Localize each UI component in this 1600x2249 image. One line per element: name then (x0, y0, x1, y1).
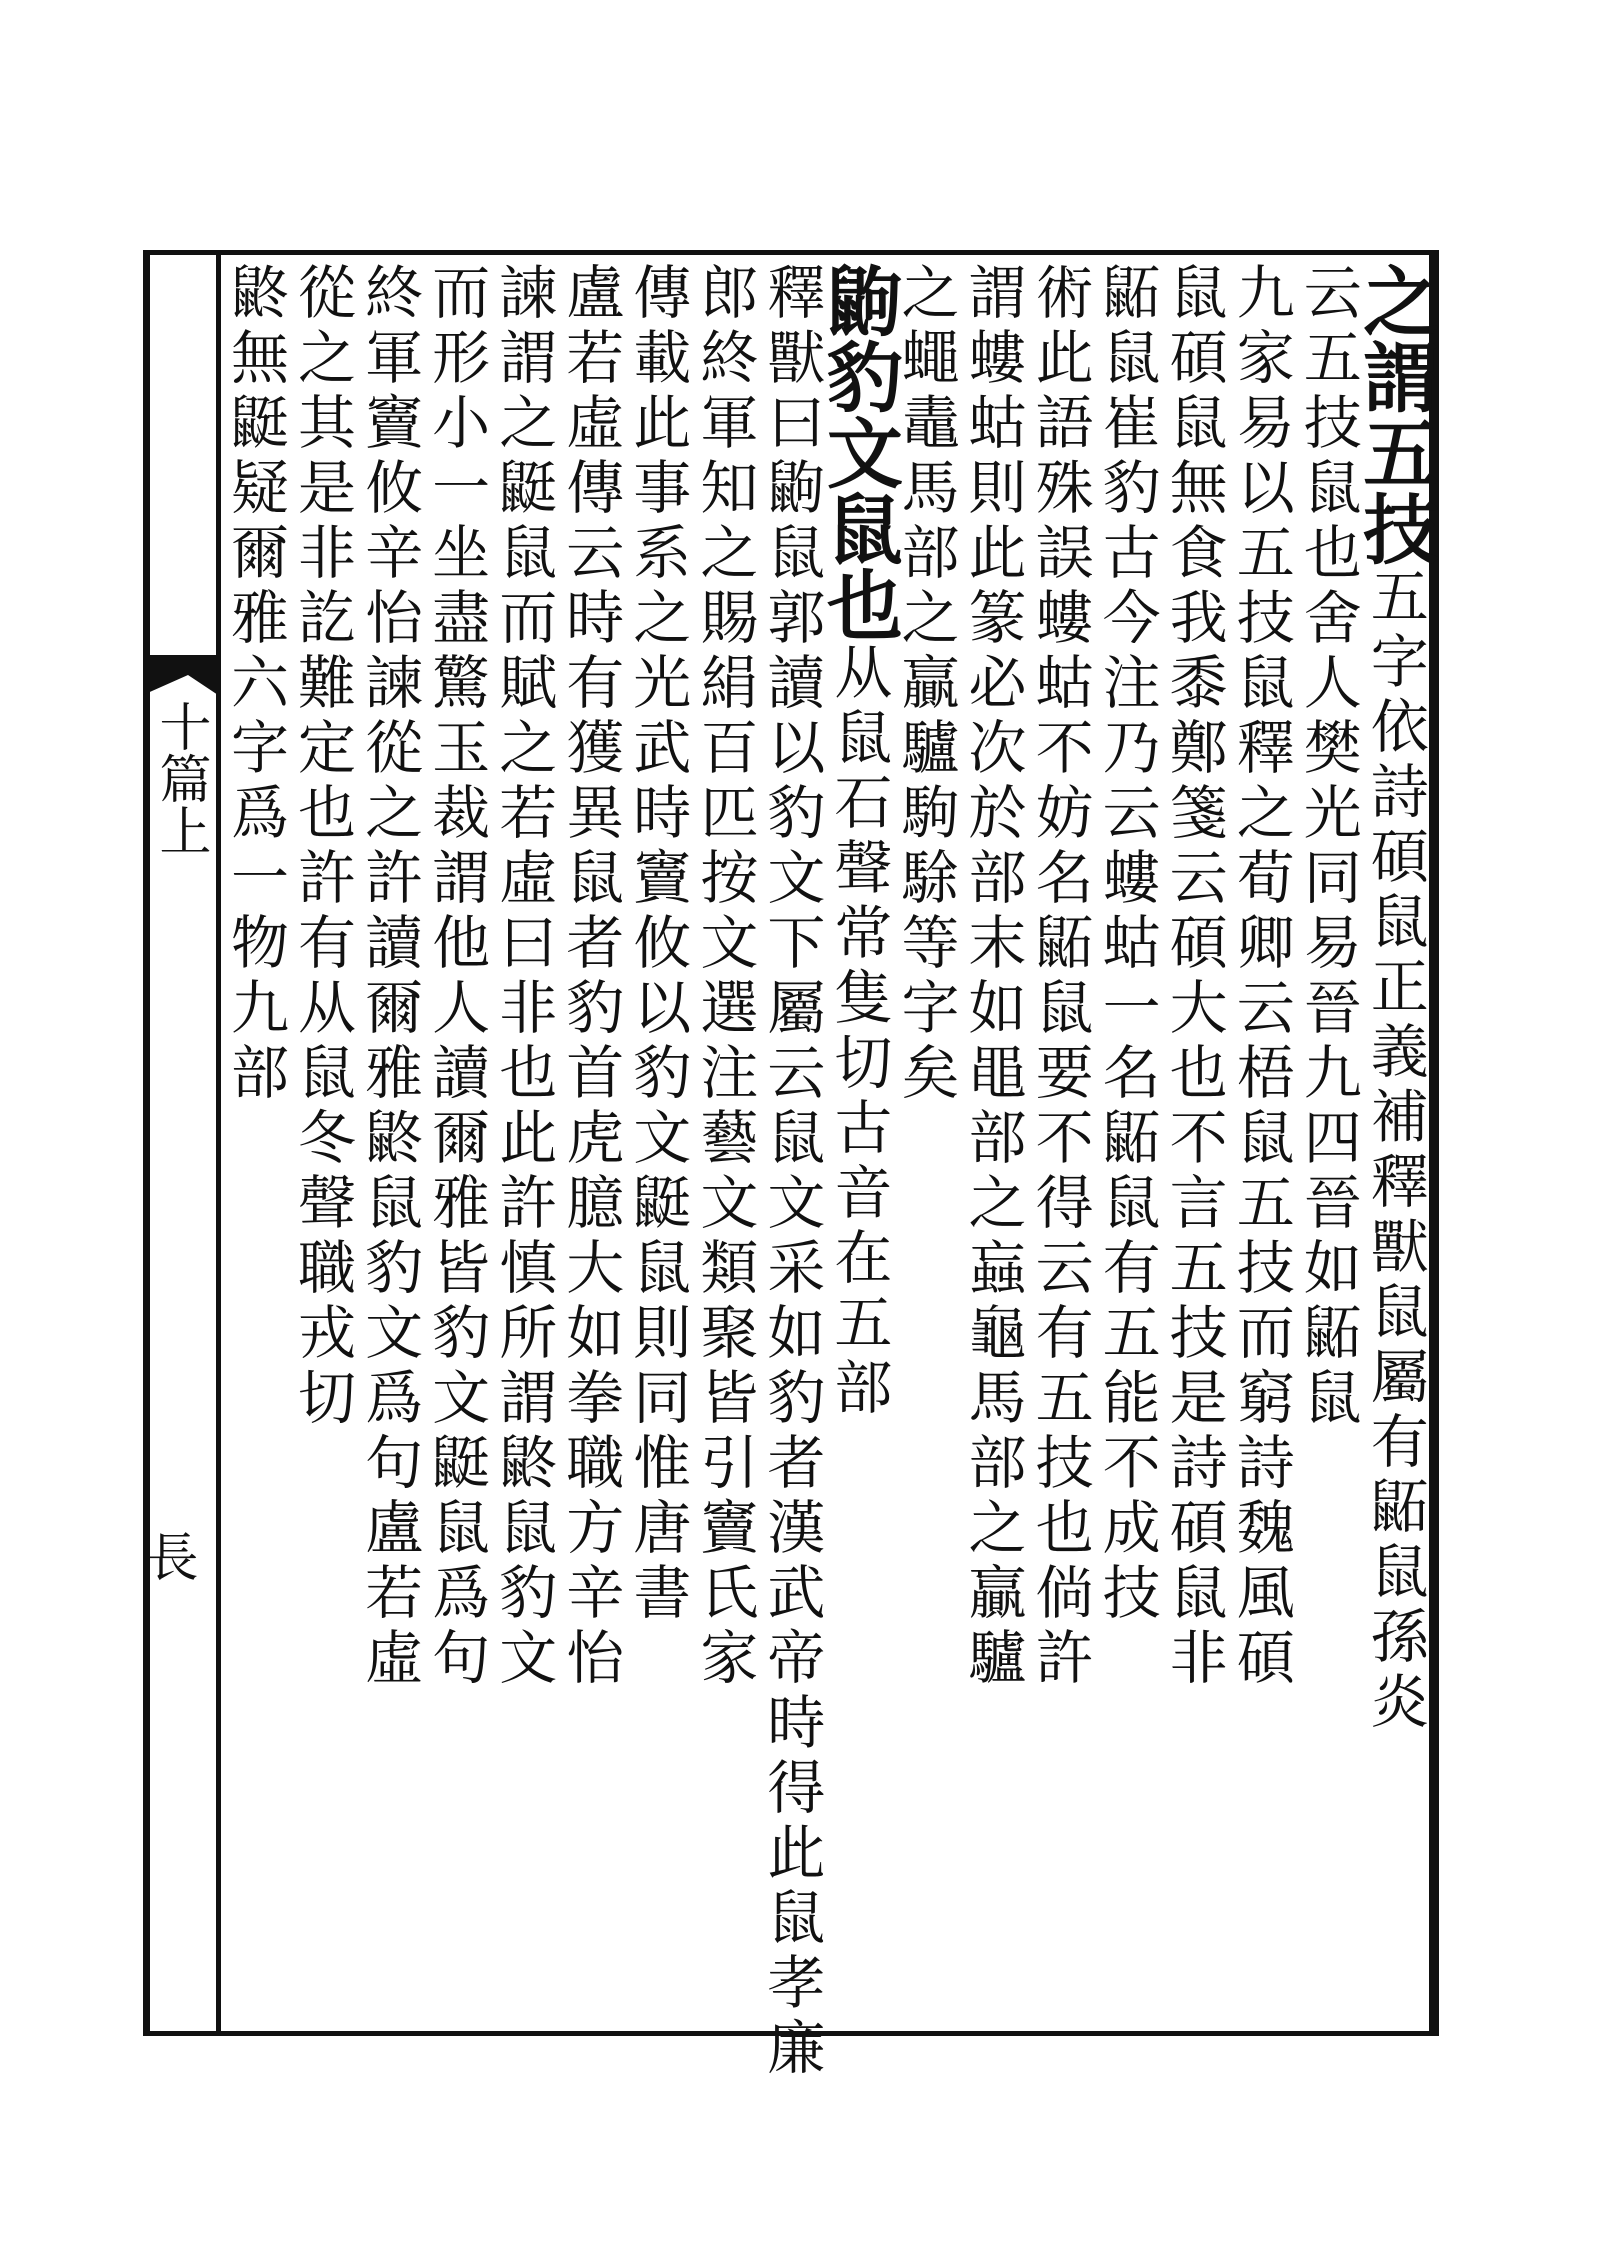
text-column (1092, 262, 1161, 2024)
text-column (422, 262, 491, 2024)
text-column (1350, 262, 1440, 2024)
annotation: 从鼠石聲常隻切古音在五部 (824, 642, 893, 1422)
annotation: 盧若虛傳云時有獲異鼠者豹首虎臆大如拳職方辛怡 (556, 262, 625, 1692)
annotation: 鼨無鼮疑爾雅六字爲一物 (221, 262, 289, 977)
annotation: 釋獸曰鼩鼠郭讀以豹文下屬云鼠文采如豹者漢武帝時得此鼠孝廉 (757, 262, 826, 2082)
annotation: 而形小一坐盡驚玉裁謂他人讀爾雅皆豹文鼮鼠爲句 (422, 262, 491, 1692)
text-column (556, 262, 625, 2024)
annotation: 傳載此事系之光武時竇攸以豹文鼮鼠則同惟唐書 (623, 262, 692, 1627)
annotation-tail: 九部 (221, 977, 289, 1107)
text-column (489, 262, 558, 2024)
text-column (288, 262, 357, 2024)
annotation: 從之其是非訖難定也許有从鼠冬聲職戎切 (288, 262, 357, 1432)
annotation: 之蠅鼃馬部之贏驢駒駼等字矣 (891, 262, 960, 1107)
annotation: 鼠碩鼠無食我黍鄭箋云碩大也不言五技是詩碩鼠非 (1159, 262, 1228, 1692)
text-columns (221, 262, 1440, 2082)
chapter-label: 十篇上 (150, 700, 210, 856)
annotation: 諫謂之鼮鼠而賦之若虛曰非也此許慎所謂鼨鼠豹文 (489, 262, 558, 1692)
annotation: 五字依詩碩鼠正義補釋獸鼠屬有鼫鼠孫炎 (1360, 566, 1429, 1736)
text-column (757, 262, 826, 2082)
text-column (221, 262, 289, 2024)
annotation: 云五技鼠也舍人樊光同易晉九四晉如鼫鼠 (1293, 262, 1362, 1432)
text-column (1025, 262, 1094, 2024)
text-column (814, 262, 904, 2024)
headword: 之謂五技 (1350, 262, 1440, 566)
annotation: 九家易以五技鼠釋之荀卿云梧鼠五技而窮詩魏風碩 (1226, 262, 1295, 1692)
page-number: 長 (137, 1530, 197, 1582)
page-gutter (143, 255, 221, 2031)
headword: 鼩豹文鼠也 (814, 262, 904, 642)
annotation: 術此語殊誤螻蛄不妨名鼫鼠要不得云有五技也倘許 (1025, 262, 1094, 1692)
annotation: 郎終軍知之賜絹百匹按文選注藝文類聚皆引竇氏家 (690, 262, 759, 1692)
text-column (1226, 262, 1295, 2024)
text-column (1159, 262, 1228, 2024)
annotation: 謂螻蛄則此篆必次於部末如黽部之蝱龜馬部之贏驢 (958, 262, 1027, 1692)
text-column (891, 262, 960, 2024)
text-column (355, 262, 424, 2024)
text-column (690, 262, 759, 2024)
text-column (1293, 262, 1362, 2024)
annotation: 終軍竇攸辛怡諫從之許讀爾雅鼨鼠豹文爲句盧若虛 (355, 262, 424, 1692)
annotation: 鼫鼠崔豹古今注乃云螻蛄一名鼫鼠有五能不成技 (1092, 262, 1161, 1627)
text-column (623, 262, 692, 2024)
text-column (958, 262, 1027, 2024)
